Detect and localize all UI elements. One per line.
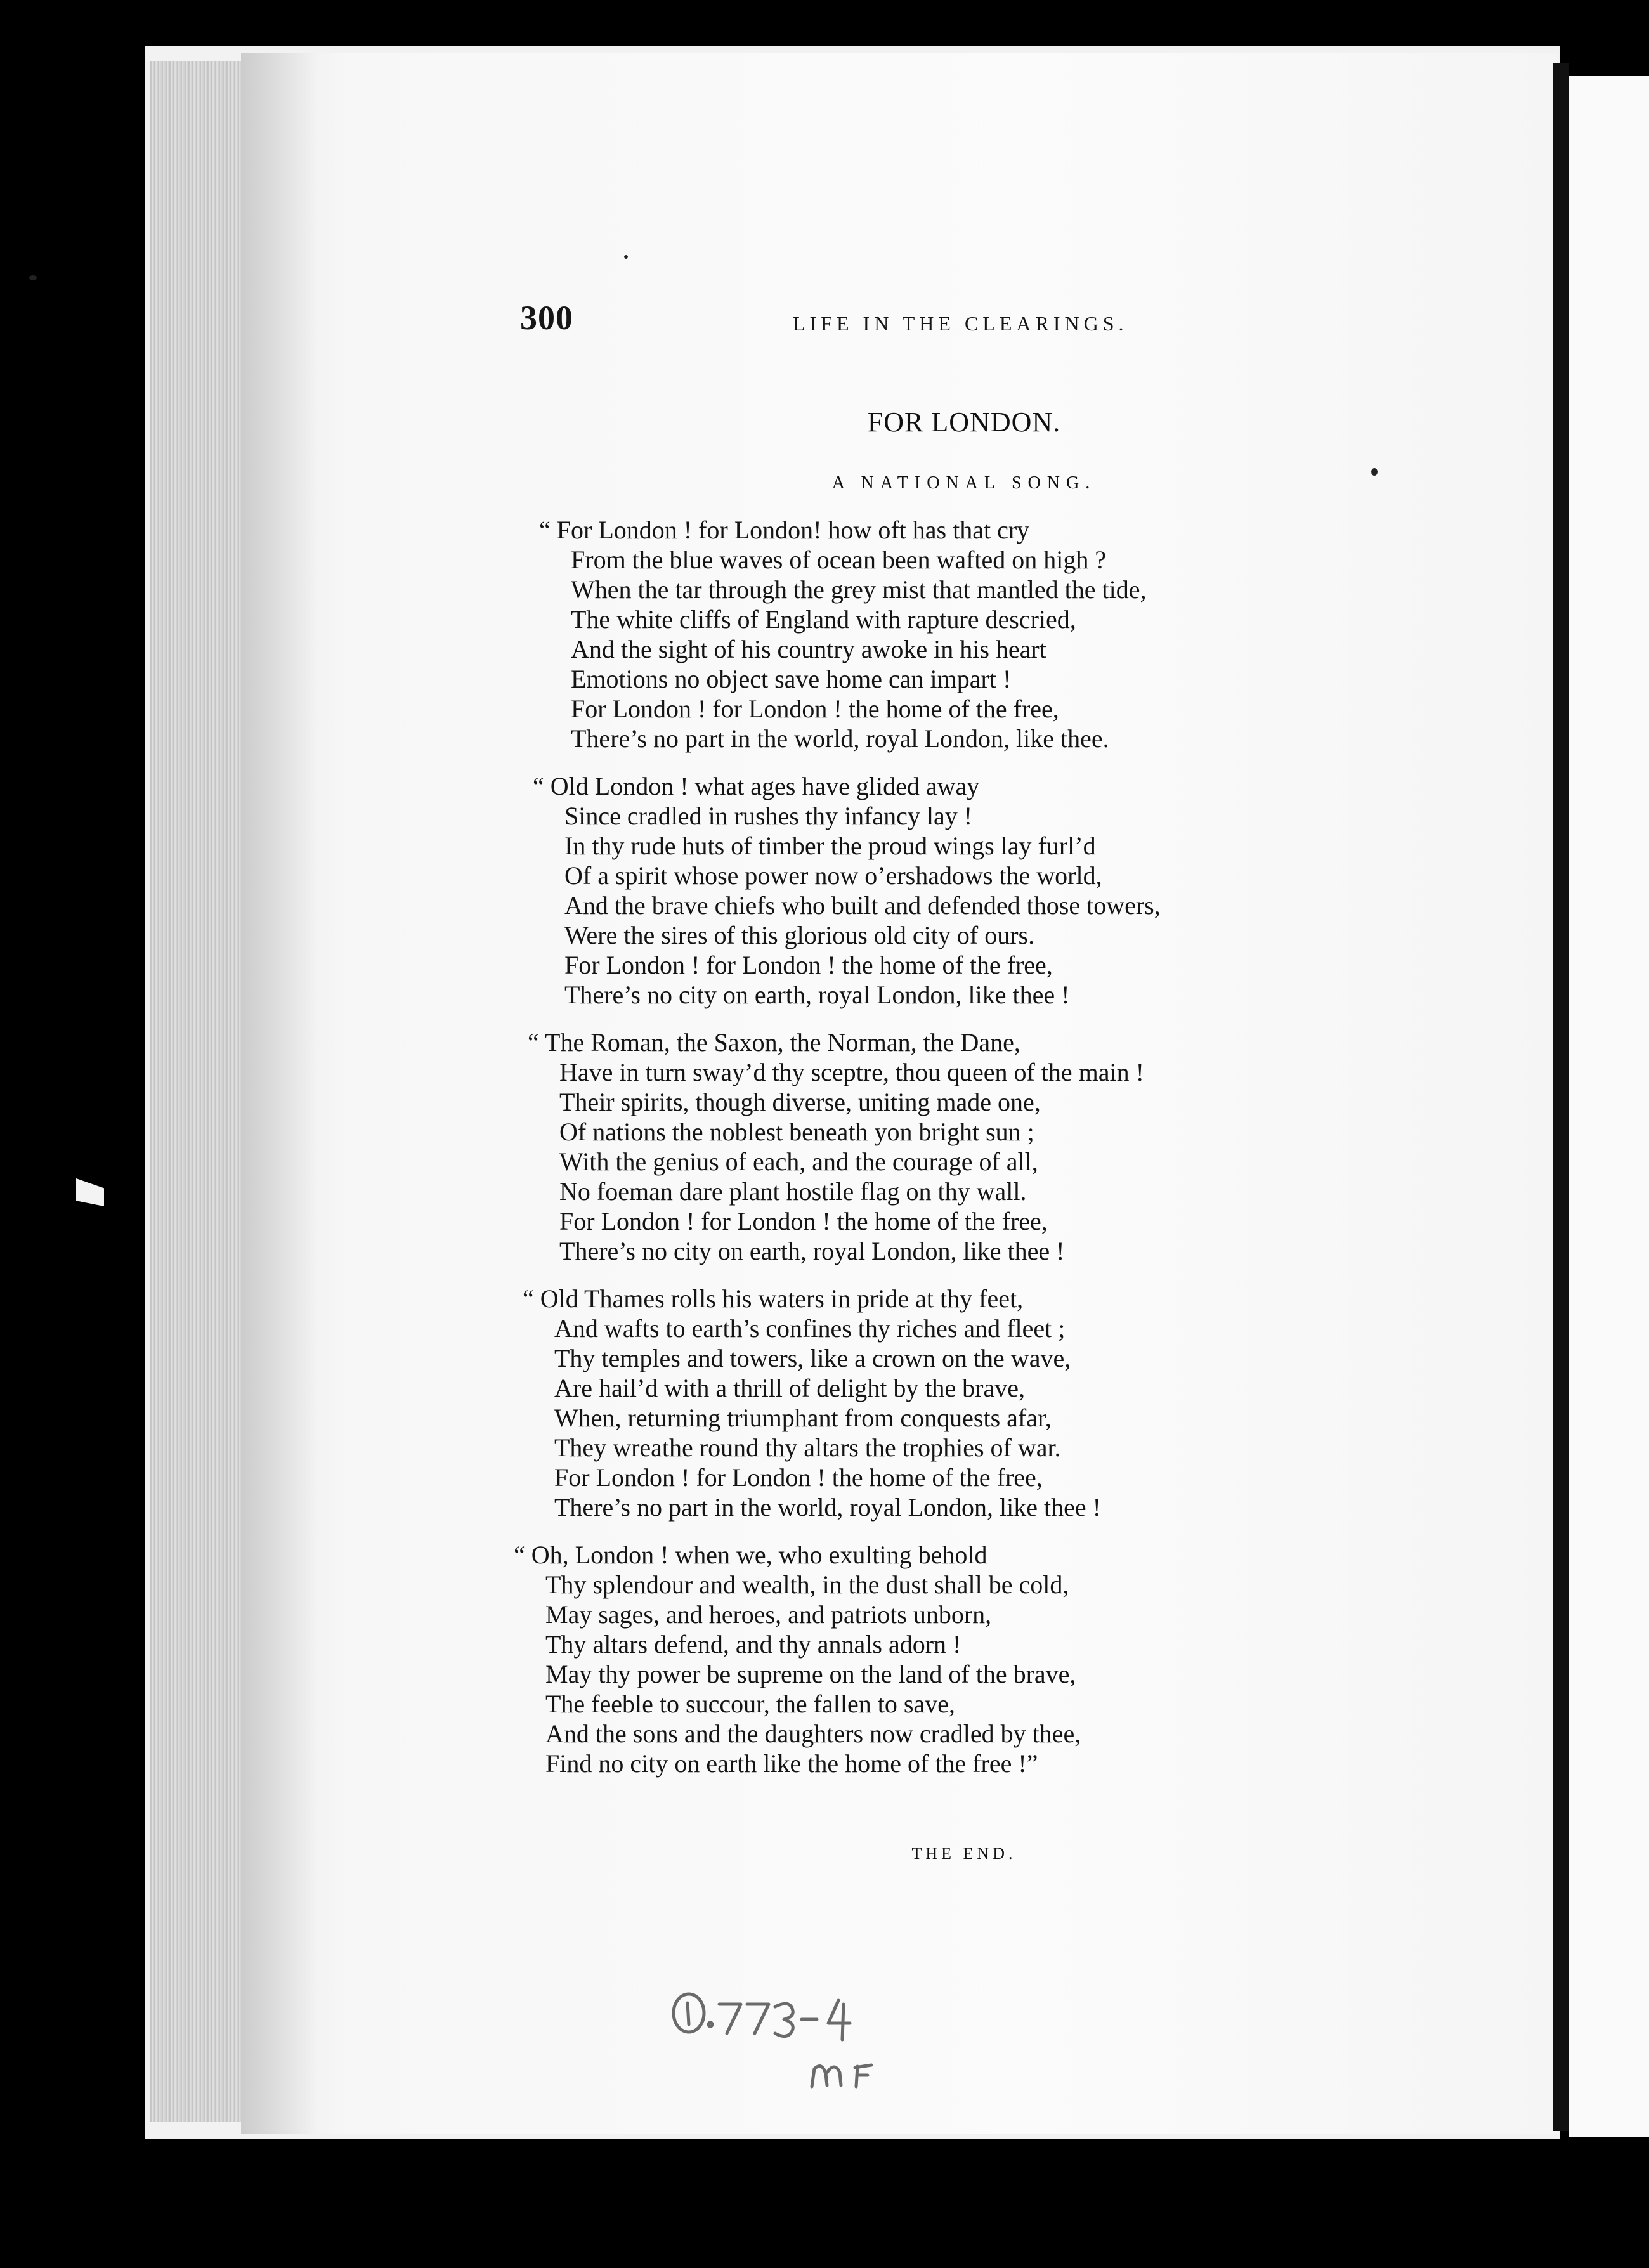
page-edges bbox=[150, 61, 245, 2122]
stanza bbox=[539, 515, 1433, 753]
poem-line: For London ! for London ! the home of the free, bbox=[559, 1207, 1048, 1235]
spine-edge bbox=[1553, 63, 1569, 2131]
poem-line: And the sons and the daughters now cradled by thee, bbox=[545, 1719, 1081, 1748]
handwritten-annotation bbox=[666, 1979, 958, 2106]
stanza bbox=[523, 1284, 1433, 1522]
poem-line: “ Old London ! what ages have glided away bbox=[533, 772, 980, 800]
ink-speck bbox=[1371, 468, 1378, 476]
poem-line: Thy altars defend, and thy annals adorn ! bbox=[545, 1630, 961, 1659]
poem-line: Thy splendour and wealth, in the dust shall be cold, bbox=[545, 1570, 1069, 1599]
poem-line: “ Old Thames rolls his waters in pride at thy feet, bbox=[523, 1284, 1024, 1313]
poem-body bbox=[514, 515, 1433, 1796]
poem-line: And the sight of his country awoke in his heart bbox=[571, 635, 1046, 663]
poem-line: No foeman dare plant hostile flag on thy wall. bbox=[559, 1177, 1027, 1206]
poem-line: From the blue waves of ocean been wafted on high ? bbox=[571, 545, 1107, 574]
ink-speck bbox=[624, 255, 628, 259]
stanza bbox=[528, 1027, 1433, 1266]
poem-line: Their spirits, though diverse, uniting made one, bbox=[559, 1088, 1041, 1116]
poem-line: There’s no part in the world, royal London, like thee. bbox=[571, 724, 1109, 753]
poem-line: “ The Roman, the Saxon, the Norman, the Dane, bbox=[528, 1028, 1020, 1057]
poem-line: In thy rude huts of timber the proud wings lay furl’d bbox=[564, 831, 1096, 860]
poem-line: Were the sires of this glorious old city of ours. bbox=[564, 921, 1035, 949]
poem-line: Since cradled in rushes thy infancy lay ! bbox=[564, 802, 973, 830]
poem-line: The white cliffs of England with rapture descried, bbox=[571, 605, 1076, 634]
poem-line: And the brave chiefs who built and defended those towers, bbox=[564, 891, 1161, 920]
end-marker: THE END. bbox=[911, 1844, 1017, 1863]
facing-page-edge bbox=[1569, 76, 1649, 2137]
poem-line: “ For London ! for London! how oft has that cry bbox=[539, 516, 1030, 544]
page-tab bbox=[76, 1178, 104, 1206]
poem-line: Find no city on earth like the home of the free !” bbox=[545, 1749, 1038, 1778]
poem-line: Of nations the noblest beneath yon bright sun ; bbox=[559, 1118, 1034, 1146]
stanza bbox=[533, 771, 1433, 1010]
poem-subtitle: A NATIONAL SONG. bbox=[831, 473, 1097, 493]
ink-speck bbox=[29, 275, 37, 280]
stanza bbox=[514, 1540, 1433, 1778]
running-title: LIFE IN THE CLEARINGS. bbox=[793, 312, 1128, 335]
poem-line: May sages, and heroes, and patriots unborn, bbox=[545, 1600, 992, 1629]
poem-line: Thy temples and towers, like a crown on the wave, bbox=[554, 1344, 1071, 1372]
poem-line: The feeble to succour, the fallen to save, bbox=[545, 1690, 955, 1718]
poem-line: Emotions no object save home can impart ! bbox=[571, 665, 1012, 693]
poem-line: “ Oh, London ! when we, who exulting behold bbox=[514, 1541, 987, 1569]
poem-line: Of a spirit whose power now o’ershadows the world, bbox=[564, 861, 1102, 890]
running-head bbox=[520, 298, 1218, 349]
poem-line: With the genius of each, and the courage of all, bbox=[559, 1147, 1038, 1176]
poem-line: They wreathe round thy altars the trophies of war. bbox=[554, 1433, 1061, 1462]
poem-line: May thy power be supreme on the land of the brave, bbox=[545, 1660, 1076, 1688]
poem-title: FOR LONDON. bbox=[867, 407, 1061, 438]
poem-line: Have in turn sway’d thy sceptre, thou queen of the main ! bbox=[559, 1058, 1144, 1086]
poem-line: Are hail’d with a thrill of delight by the brave, bbox=[554, 1374, 1026, 1402]
poem-line: There’s no city on earth, royal London, like thee ! bbox=[559, 1237, 1065, 1265]
poem-line: And wafts to earth’s confines thy riches and fleet ; bbox=[554, 1314, 1066, 1343]
poem-line: There’s no city on earth, royal London, like thee ! bbox=[564, 981, 1070, 1009]
poem-line: For London ! for London ! the home of the free, bbox=[571, 694, 1059, 723]
poem-line: For London ! for London ! the home of the free, bbox=[564, 951, 1053, 979]
gutter-shadow bbox=[241, 53, 317, 2134]
page-number: 300 bbox=[520, 299, 573, 337]
poem-line: There’s no part in the world, royal London, like thee ! bbox=[554, 1493, 1101, 1522]
poem-line: For London ! for London ! the home of the free, bbox=[554, 1463, 1043, 1492]
poem-line: When the tar through the grey mist that mantled the tide, bbox=[571, 575, 1147, 604]
poem-line: When, returning triumphant from conquests afar, bbox=[554, 1404, 1052, 1432]
